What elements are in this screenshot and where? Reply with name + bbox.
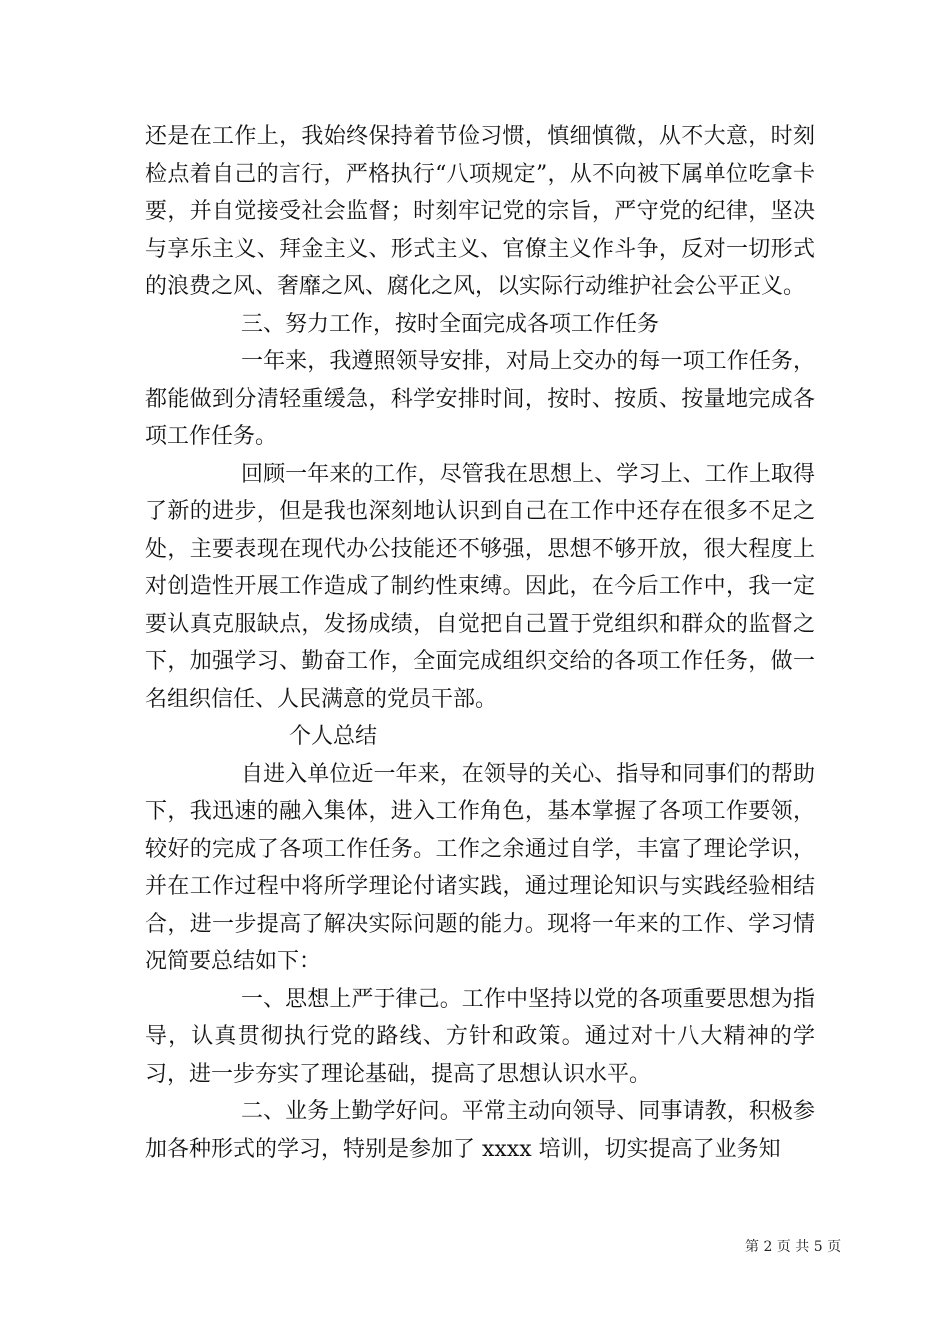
paragraph-conduct: 还是在工作上，我始终保持着节俭习惯，慎细慎微，从不大意，时刻检点着自己的言行，严格执行“八项规定”，从不向被下属单位吃拿卡要，并自觉接受社会监督；时刻牢记党的宗旨，严守党的纪律，坚决与享乐主义、拜金主义、形式主义、官僚主义作斗争，反对一切形式的浪费之风、奢靡之风、腐化之风，以实际行动维护社会公平正义。 (145, 124, 815, 299)
page-number: 第 2 页 共 5 页 (745, 1239, 842, 1255)
document-body (145, 118, 815, 1168)
paragraph-business: 二、业务上勤学好问。平常主动向领导、同事请教，积极参加各种形式的学习，特别是参加了 xxxx 培训，切实提高了业务知 (145, 1099, 815, 1162)
paragraph-thought: 一、思想上严于律己。工作中坚持以党的各项重要思想为指导，认真贯彻执行党的路线、方针和政策。通过对十八大精神的学习，进一步夯实了理论基础，提高了思想认识水平。 (145, 986, 815, 1087)
paragraph-tasks: 一年来，我遵照领导安排，对局上交办的每一项工作任务，都能做到分清轻重缓急，科学安排时间，按时、按质、按量地完成各项工作任务。 (145, 349, 815, 449)
section-heading-work: 三、努力工作，按时全面完成各项工作任务 (241, 311, 660, 337)
document-title: 个人总结 (289, 724, 378, 749)
paragraph-intro: 自进入单位近一年来，在领导的关心、指导和同事们的帮助下，我迅速的融入集体，进入工作角色，基本掌握了各项工作要领，较好的完成了各项工作任务。工作之余通过自学，丰富了理论学识，并在工作过程中将所学理论付诸实践，通过理论知识与实践经验相结合，进一步提高了解决实际问题的能力。现将一年来的工作、学习情况简要总结如下： (145, 761, 815, 974)
paragraph-review: 回顾一年来的工作，尽管我在思想上、学习上、工作上取得了新的进步，但是我也深刻地认识到自己在工作中还存在很多不足之处，主要表现在现代办公技能还不够强，思想不够开放，很大程度上对创造性开展工作造成了制约性束缚。因此，在今后工作中，我一定要认真克服缺点，发扬成绩，自觉把自己置于党组织和群众的监督之下，加强学习、勤奋工作，全面完成组织交给的各项工作任务，做一名组织信任、人民满意的党员干部。 (145, 461, 815, 712)
